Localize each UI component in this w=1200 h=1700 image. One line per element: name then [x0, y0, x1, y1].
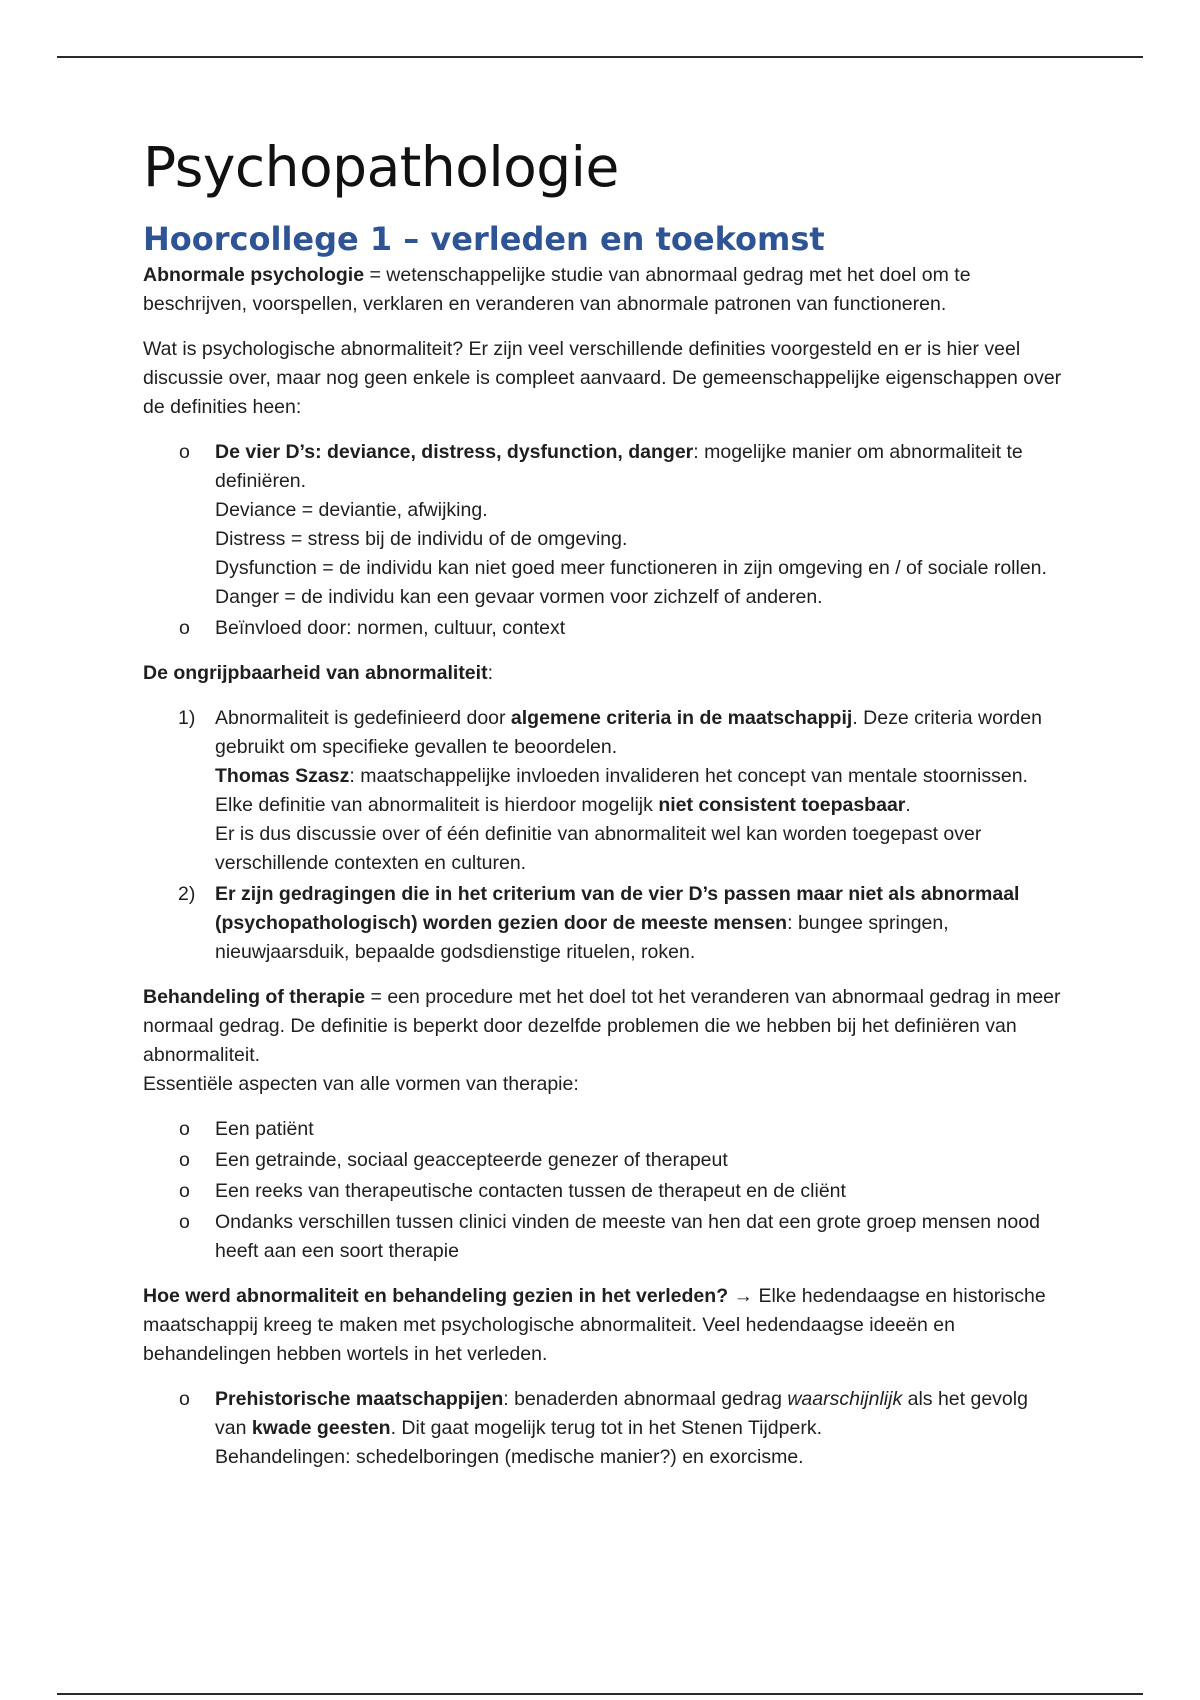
list-item: o Een reeks van therapeutische contacten tussen de therapeut en de cliënt [143, 1177, 1063, 1206]
list-item: o Een patiënt [143, 1115, 1063, 1144]
list-item: 1) Abnormaliteit is gedefinieerd door algemene criteria in de maatschappij. Deze criteria worden gebruikt om specifieke gevallen te beoordelen. Thomas Szasz: maatschappelijke invloeden invalideren het concept van mentale stoornissen. Elke definitie van abnormaliteit is hierdoor mogelijk niet consistent toepasbaar. Er is dus discussie over of één definitie van abnormaliteit wel kan worden toegepast over verschillende contexten en culturen. [143, 704, 1063, 878]
list-item: 2) Er zijn gedragingen die in het criterium van de vier D’s passen maar niet als abnormaal (psychopathologisch) worden gezien door de meeste mensen: bungee springen, nieuwjaarsduik, bepaalde godsdienstige rituelen, roken. [143, 880, 1063, 967]
arrow-icon: → [728, 1285, 759, 1308]
number-marker: 2) [178, 883, 196, 906]
document-page [143, 135, 1063, 1488]
list-item: o Beïnvloed door: normen, cultuur, context [143, 614, 1063, 643]
paragraph-intro: Wat is psychologische abnormaliteit? Er zijn veel verschillende definities voorgesteld en er is hier veel discussie over, maar nog geen enkele is compleet aanvaard. De gemeenschappelijke eigenschappen over de definities heen: [143, 338, 1062, 419]
bullet-list-therapy-aspects [143, 1115, 1063, 1266]
bullet-marker: o [179, 441, 190, 464]
bullet-list-history [143, 1385, 1063, 1472]
section-heading: Hoorcollege 1 – verleden en toekomst [143, 219, 825, 258]
bullet-list-four-ds [143, 438, 1063, 643]
bullet-marker: o [179, 1118, 190, 1141]
numbered-list [143, 704, 1063, 967]
paragraph-verleden: Hoe werd abnormaliteit en behandeling gezien in het verleden? → Elke hedendaagse en historische maatschappij kreeg te maken met psychologische abnormaliteit. Veel hedendaagse ideeën en behandelingen hebben wortels in het verleden. [143, 1285, 1046, 1366]
bullet-marker: o [179, 1211, 190, 1234]
header-rule [57, 56, 1143, 58]
paragraph-definition: Abnormale psychologie = wetenschappelijke studie van abnormaal gedrag met het doel om te beschrijven, voorspellen, verklaren en veranderen van abnormale patronen van functioneren. [143, 264, 971, 316]
document-title: Psychopathologie [143, 135, 619, 199]
footer-rule [57, 1693, 1143, 1695]
paragraph-therapie: Behandeling of therapie = een procedure met het doel tot het veranderen van abnormaal gedrag in meer normaal gedrag. De definitie is beperkt door dezelfde problemen die we hebben bij het definiëren van abnormaliteit. Essentiële aspecten van alle vormen van therapie: [143, 986, 1061, 1096]
list-item: o De vier D’s: deviance, distress, dysfunction, danger: mogelijke manier om abnormaliteit te definiëren. Deviance = deviantie, afwijking. Distress = stress bij de individu of de omgeving. Dysfunction = de individu kan niet goed meer functioneren in zijn omgeving en / of sociale rollen. Danger = de individu kan een gevaar vormen voor zichzelf of anderen. [143, 438, 1063, 612]
list-item: o Prehistorische maatschappijen: benaderden abnormaal gedrag waarschijnlijk als het gevolg van kwade geesten. Dit gaat mogelijk terug tot in het Stenen Tijdperk. Behandelingen: schedelboringen (medische manier?) en exorcisme. [143, 1385, 1063, 1472]
number-marker: 1) [178, 707, 196, 730]
list-item: o Ondanks verschillen tussen clinici vinden de meeste van hen dat een grote groep mensen nood heeft aan een soort therapie [143, 1208, 1063, 1266]
list-item: o Een getrainde, sociaal geaccepteerde genezer of therapeut [143, 1146, 1063, 1175]
bullet-marker: o [179, 1149, 190, 1172]
paragraph-ongrijpbaarheid: De ongrijpbaarheid van abnormaliteit: [143, 662, 493, 685]
bullet-marker: o [179, 617, 190, 640]
bullet-marker: o [179, 1180, 190, 1203]
bullet-marker: o [179, 1388, 190, 1411]
term: Abnormale psychologie [143, 264, 365, 287]
